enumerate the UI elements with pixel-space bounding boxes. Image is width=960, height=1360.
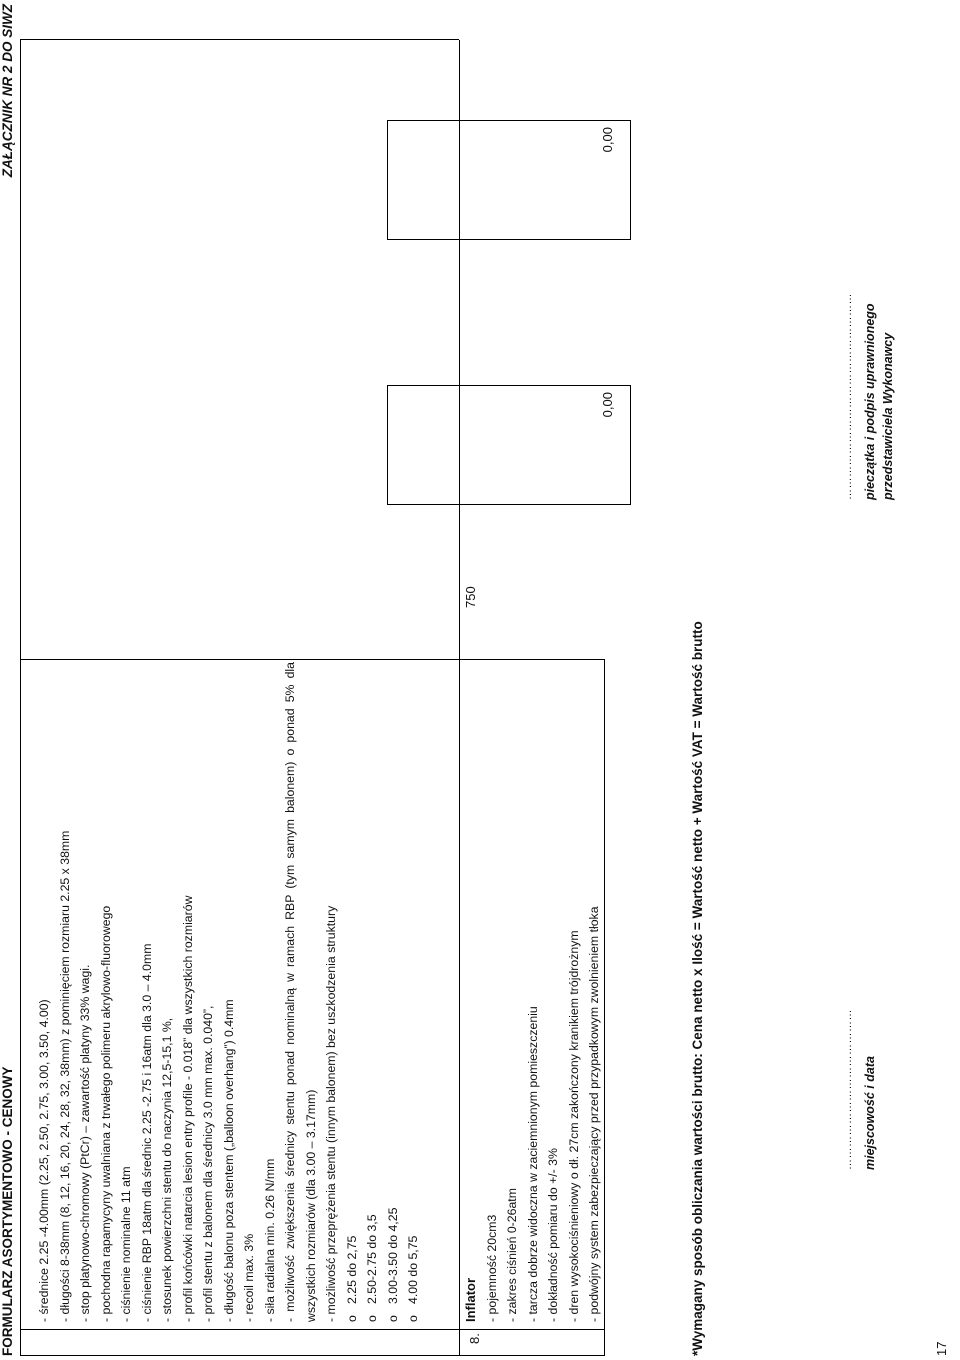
spec-line: - dokładność pomiaru do +/- 3%: [546, 1148, 560, 1322]
spec-line: - podwójny system zabezpieczający przed przypadkowym zwolnieniem tłoka: [587, 906, 601, 1322]
spec-line: - długości 8-38mm (8, 12, 16, 20, 24, 28, 32, 38mm) z pominięciem rozmiaru 2.25 x 38mm: [57, 830, 72, 1322]
item-title: Inflator: [463, 1277, 478, 1322]
spec-line: - profil końcówki natarcia lesion entry profile - 0.018” dla wszystkich rozmiarów: [180, 895, 195, 1322]
column-separator-description: [20, 659, 605, 660]
bullet: o: [406, 1315, 420, 1322]
spec-line: - pojemność 20cm3: [484, 1214, 499, 1322]
spec-line: - możliwość przeprężenia stentu (innym balonem) bez uszkodzenia struktury: [324, 905, 338, 1322]
signature-label-line2: przedstawiciela Wykonawcy: [881, 332, 895, 500]
spec-line: - ciśnienie nominalne 11 atm: [119, 1166, 133, 1322]
signature-label-line1: pieczątka i podpis uprawnionego: [863, 303, 877, 500]
sub-item-text: 3.00-3.50 do 4,25: [385, 1207, 400, 1304]
spec-line: - stosunek powierzchni stentu do naczynia 12,5-15,1 %,: [160, 1017, 174, 1322]
total-brutto-box: [387, 120, 631, 240]
spec-line: - pochodna rapamycyny uwalniana z trwałego polimeru akrylowo-fluorowego: [98, 905, 113, 1322]
sub-item: [342, 662, 363, 1322]
item7-description: [34, 662, 424, 1322]
calculation-formula: *Wymagany sposób obliczania wartości brutto: Cena netto x Ilość = Wartość netto + Wartość VAT = Wartość brutto: [690, 621, 705, 1356]
sub-item: [403, 662, 424, 1322]
total-brutto-value: 0,00: [600, 127, 615, 153]
table-top-border: [20, 40, 21, 1356]
row-number: 8.: [467, 1333, 482, 1344]
spec-line: - długość balonu poza stentem („balloon overhang”) 0.4mm: [221, 999, 236, 1322]
spec-line: - tarcza dobrze widoczna w zaciemnionym pomieszczeniu: [525, 1006, 540, 1322]
spec-line: - stop platynowo-chromowy (PtCr) – zawartość platyny 33% wagi.: [78, 964, 92, 1322]
spec-line: - profil stentu z balonem dla średnicy 3.0 mm max. 0.040”,: [201, 1005, 215, 1322]
spec-line: - ciśnienie RBP 18atm dla średnic 2.25 -2.75 i 16atm dla 3.0 – 4.0mm: [139, 943, 154, 1322]
attachment-label: ZAŁĄCZNIK NR 2 DO SIWZ: [0, 4, 15, 178]
spec-line: - dren wysokociśnieniowy o dł. 27cm zakończony kranikiem trójdrożnym: [566, 930, 581, 1322]
spec-line: - średnice 2.25 -4.00mm (2.25, 2.50, 2.75, 3.00, 3.50, 4.00): [37, 999, 51, 1322]
sub-item-text: 2.50-2.75 do 3,5: [365, 1214, 379, 1304]
bullet: o: [344, 1315, 359, 1322]
bullet: o: [365, 1315, 379, 1322]
sub-item: [383, 662, 404, 1322]
column-separator-lp: [20, 1329, 605, 1330]
page-number: 17: [934, 1341, 949, 1356]
spec-line: - recoil max. 3%: [242, 1233, 256, 1322]
sub-item-text: 2.25 do 2,75: [344, 1235, 359, 1304]
spec-line: - siła radialna min. 0.26 N/mm: [262, 1158, 277, 1322]
page-title: FORMULARZ ASORTYMENTOWO - CENOWY: [0, 1066, 15, 1356]
place-date-dots: ……………………………………: [842, 1009, 854, 1170]
sub-item: [362, 662, 383, 1322]
table-right-border: [20, 39, 459, 40]
spec-line: - zakres ciśnień 0-26atm: [505, 1188, 519, 1322]
quantity-cell: 750: [463, 586, 478, 608]
spec-line: - możliwość zwiększenia średnicy stentu ponad nominalną w ramach RBP (tym samym balonem) o ponad 5% dla wszystkich rozmiarów (dla 3.00 – 3.17mm): [283, 662, 318, 1322]
signature-dots: ………………………………………………: [842, 293, 854, 500]
bullet: o: [385, 1315, 400, 1322]
table-left-border: [20, 1355, 605, 1356]
total-netto-value: 0,00: [600, 392, 615, 418]
sub-item-text: 4.00 do 5,75: [406, 1235, 420, 1304]
place-date-label: miejscowość i data: [863, 1056, 877, 1170]
item8-description: [461, 662, 605, 1322]
total-netto-box: [387, 385, 631, 505]
